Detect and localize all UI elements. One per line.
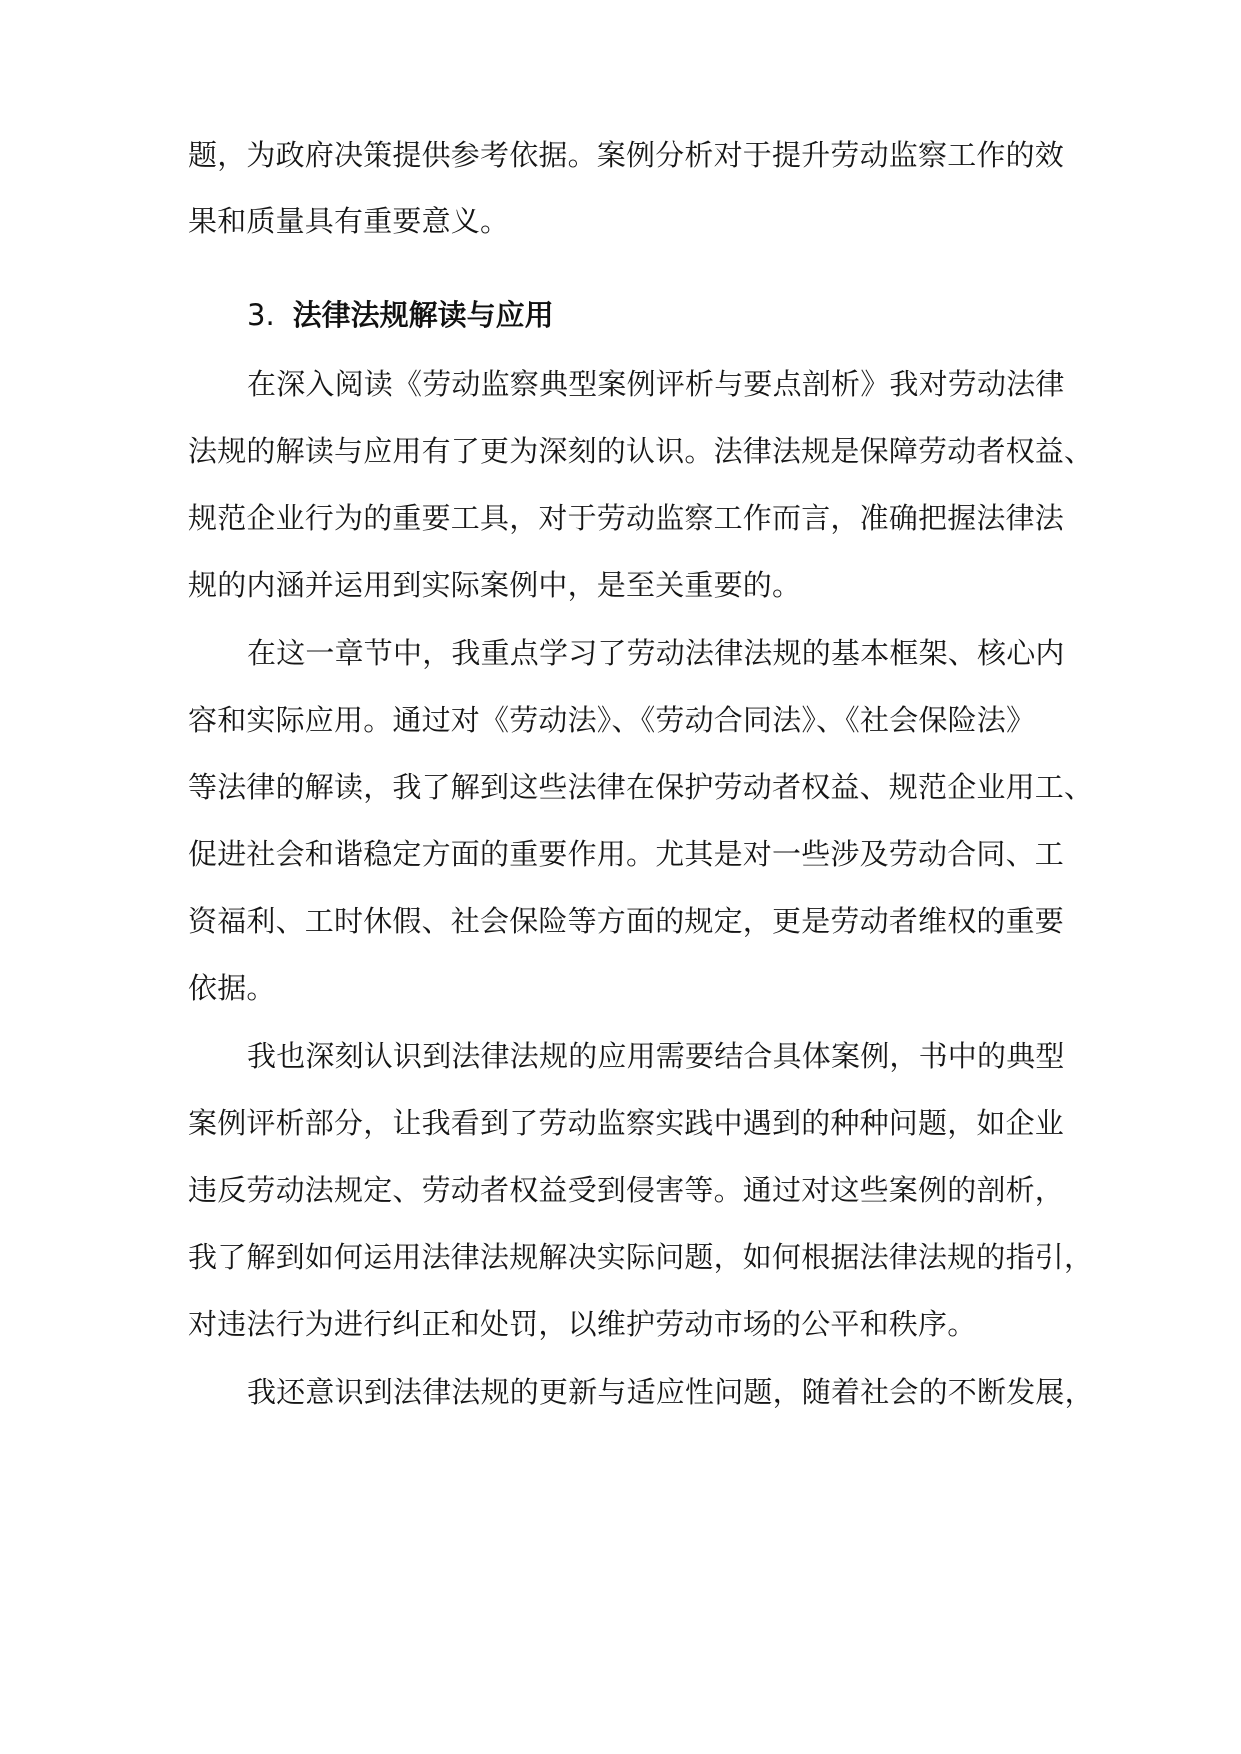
- paragraph-2-line: 依据。: [188, 971, 276, 1005]
- paragraph-2-line: 等法律的解读，我了解到这些法律在保护劳动者权益、规范企业用工、: [188, 770, 1094, 804]
- paragraph-3-line: 我也深刻认识到法律法规的应用需要结合具体案例，书中的典型: [247, 1039, 1065, 1073]
- paragraph-2-line: 资福利、工时休假、社会保险等方面的规定，更是劳动者维权的重要: [188, 904, 1065, 938]
- paragraph-1-line: 在深入阅读《劳动监察典型案例评析与要点剖析》我对劳动法律: [247, 367, 1065, 401]
- section-heading: [247, 295, 554, 335]
- paragraph-1-line: 法规的解读与应用有了更为深刻的认识。法律法规是保障劳动者权益、: [188, 434, 1094, 468]
- text-line: 果和质量具有重要意义。: [188, 204, 510, 238]
- paragraph-4-line: 我还意识到法律法规的更新与适应性问题，随着社会的不断发展，: [247, 1375, 1094, 1409]
- paragraph-2-line: 促进社会和谐稳定方面的重要作用。尤其是对一些涉及劳动合同、工: [188, 837, 1065, 871]
- paragraph-3-line: 案例评析部分，让我看到了劳动监察实践中遇到的种种问题，如企业: [188, 1106, 1065, 1140]
- paragraph-1-line: 规的内涵并运用到实际案例中，是至关重要的。: [188, 568, 802, 602]
- paragraph-3-line: 我了解到如何运用法律法规解决实际问题，如何根据法律法规的指引，: [188, 1240, 1094, 1274]
- paragraph-1-line: 规范企业行为的重要工具，对于劳动监察工作而言，准确把握法律法: [188, 501, 1065, 535]
- paragraph-2-line: 在这一章节中，我重点学习了劳动法律法规的基本框架、核心内: [247, 636, 1065, 670]
- paragraph-2-line: 容和实际应用。通过对《劳动法》、《劳动合同法》、《社会保险法》: [188, 703, 1036, 737]
- section-number: 3.: [247, 298, 275, 332]
- section-title: 法律法规解读与应用: [292, 298, 554, 332]
- paragraph-3-line: 对违法行为进行纠正和处罚，以维护劳动市场的公平和秩序。: [188, 1307, 977, 1341]
- paragraph-3-line: 违反劳动法规定、劳动者权益受到侵害等。通过对这些案例的剖析，: [188, 1173, 1065, 1207]
- text-line: 题，为政府决策提供参考依据。案例分析对于提升劳动监察工作的效: [188, 138, 1065, 172]
